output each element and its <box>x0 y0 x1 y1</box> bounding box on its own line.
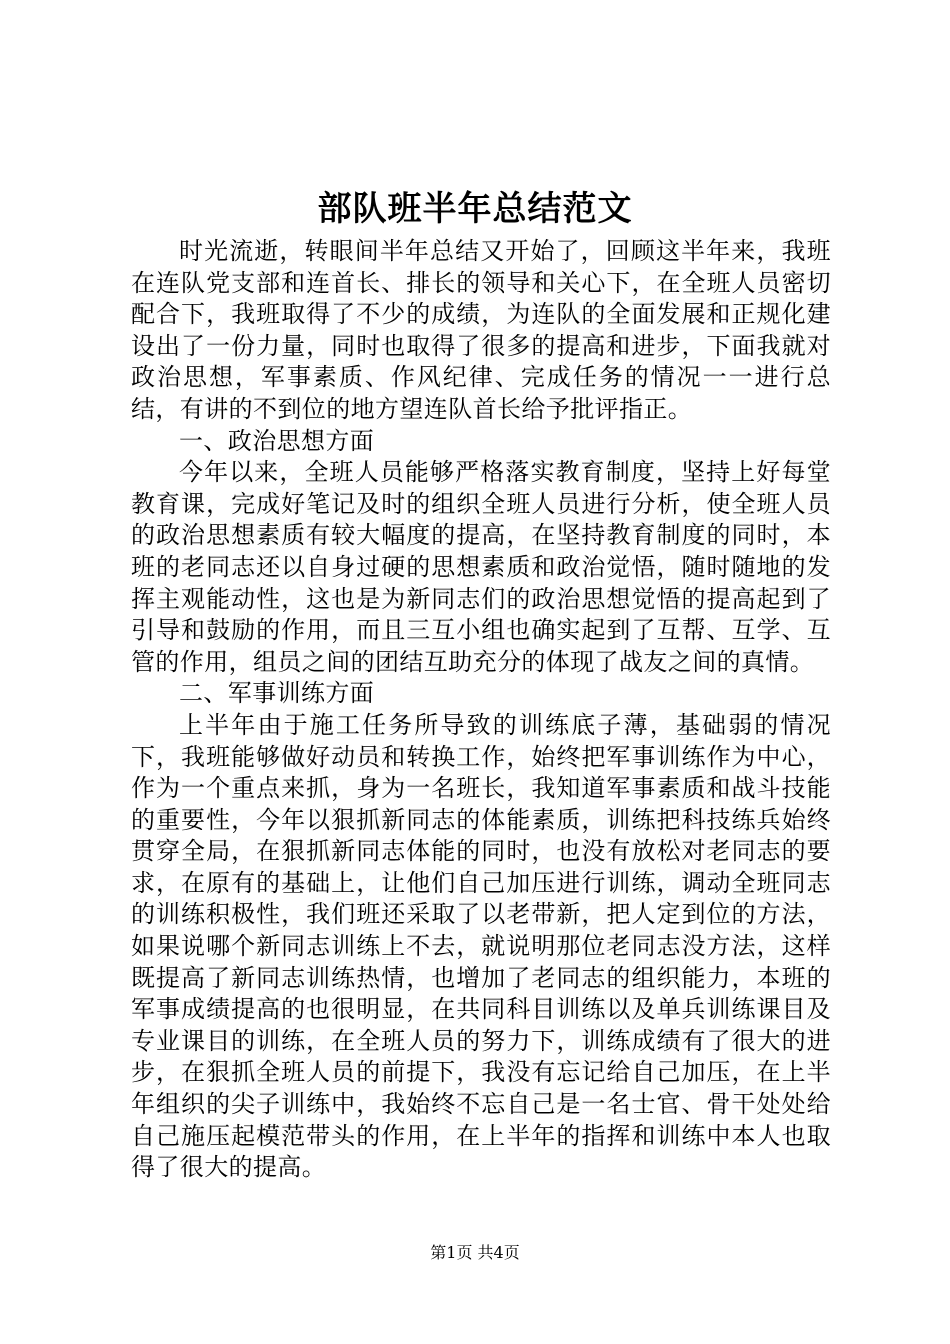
intro-paragraph: 时光流逝，转眼间半年总结又开始了，回顾这半年来，我班在连队党支部和连首长、排长的领导和关心下，在全班人员密切配合下，我班取得了不少的成绩，为连队的全面发展和正规化建设出了一份力量，同时也取得了很多的提高和进步，下面我就对政治思想，军事素质、作风纪律、完成任务的情况一一进行总结，有讲的不到位的地方望连队首长给予批评指正。 <box>131 237 831 423</box>
document-title: 部队班半年总结范文 <box>317 189 633 229</box>
page-number-footer: 第1页 共4页 <box>430 1243 520 1262</box>
training-paragraph: 上半年由于施工任务所导致的训练底子薄，基础弱的情况下，我班能够做好动员和转换工作，始终把军事训练作为中心，作为一个重点来抓，身为一名班长，我知道军事素质和战斗技能的重要性，今年以狠抓新同志的体能素质，训练把科技练兵始终贯穿全局，在狠抓新同志体能的同时，也没有放松对老同志的要求，在原有的基础上，让他们自己加压进行训练，调动全班同志的训练积极性，我们班还采取了以老带新，把人定到位的方法，如果说哪个新同志训练上不去，就说明那位老同志没方法，这样既提高了新同志训练热情，也增加了老同志的组织能力，本班的军事成绩提高的也很明显，在共同科目训练以及单兵训练课目及专业课目的训练，在全班人员的努力下，训练成绩有了很大的进步，在狠抓全班人员的前提下，我没有忘记给自己加压，在上半年组织的尖子训练中，我始终不忘自己是一名士官、骨干处处给自己施压起模范带头的作用，在上半年的指挥和训练中本人也取得了很大的提高。 <box>131 710 831 1182</box>
section-heading-politics: 一、政治思想方面 <box>179 426 375 455</box>
document-body <box>131 236 831 1184</box>
politics-paragraph: 今年以来，全班人员能够严格落实教育制度，坚持上好每堂教育课，完成好笔记及时的组织全班人员进行分析，使全班人员的政治思想素质有较大幅度的提高，在坚持教育制度的同时，本班的老同志还以自身过硬的思想素质和政治觉悟，随时随地的发挥主观能动性，这也是为新同志们的政治思想觉悟的提高起到了引导和鼓励的作用，而且三互小组也确实起到了互帮、互学、互管的作用，组员之间的团结互助充分的体现了战友之间的真情。 <box>131 458 831 676</box>
section-heading-training: 二、军事训练方面 <box>179 679 375 708</box>
